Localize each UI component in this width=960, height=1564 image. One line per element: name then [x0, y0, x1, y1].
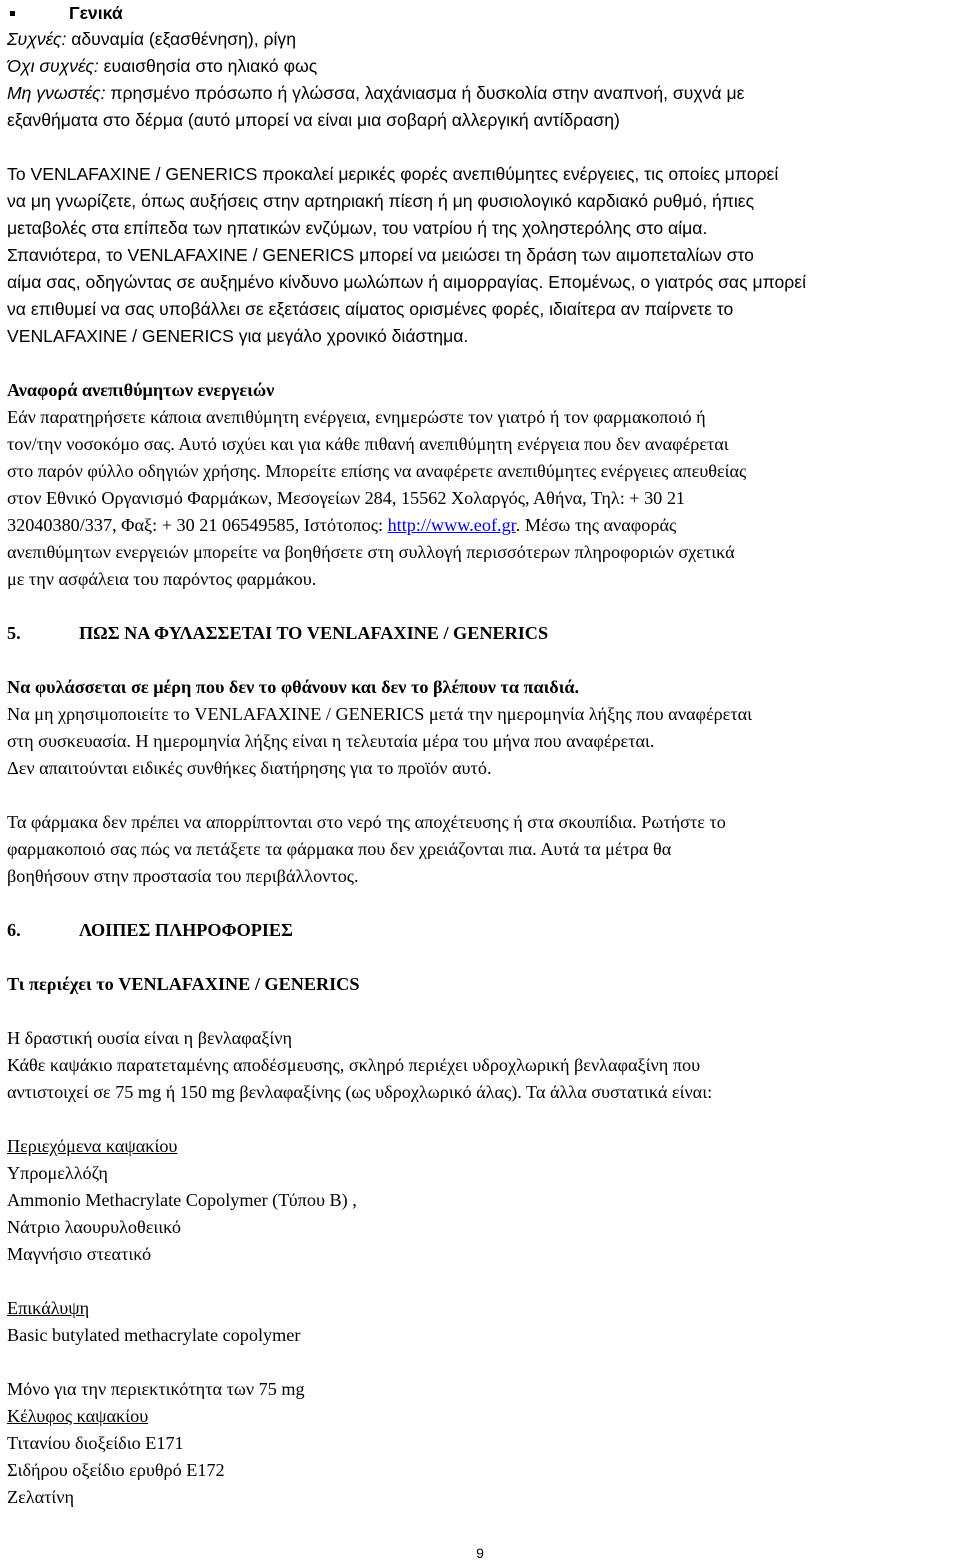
paragraph-line: βοηθήσουν στην προστασία του περιβάλλοντος.: [7, 866, 359, 886]
document-page: [7, 0, 957, 1511]
paragraph-line-with-link: 32040380/337, Φαξ: + 30 21 06549585, Ιστότοπος: http://www.eof.gr. Μέσω της αναφοράς: [7, 515, 677, 535]
reporting-heading: Αναφορά ανεπιθύμητων ενεργειών: [7, 380, 275, 400]
paragraph-line: ανεπιθύμητων ενεργειών μπορείτε να βοηθήσετε στη συλλογή περισσότερων πληροφοριών σχετικά: [7, 542, 735, 562]
paragraph-line: στον Εθνικό Οργανισμό Φαρμάκων, Μεσογείων 284, 15562 Χολαργός, Αθήνα, Τηλ: + 30 21: [7, 488, 686, 508]
bullet-icon: [10, 11, 15, 16]
capsule-contents-heading: Περιεχόμενα καψακίου: [7, 1136, 178, 1156]
paragraph-line: Κάθε καψάκιο παρατεταμένης αποδέσμευσης, σκληρό περιέχει υδροχλωρική βενλαφαξίνη που: [7, 1055, 701, 1075]
unknown-effects-cont: εξανθήματα στο δέρμα (αυτό μπορεί να είναι μια σοβαρή αλλεργική αντίδραση): [7, 110, 620, 130]
coating-heading: Επικάλυψη: [7, 1298, 90, 1318]
paragraph-line: να μη γνωρίζετε, όπως αυξήσεις στην αρτηριακή πίεση ή μη φυσιολογικό καρδιακό ρυθμό, ήπιες: [7, 191, 755, 211]
section-5-heading: 5. ΠΩΣ ΝΑ ΦΥΛΑΣΣΕΤΑΙ ΤΟ VENLAFAXINE / GENERICS: [7, 623, 549, 643]
paragraph-line: τον/την νοσοκόμο σας. Αυτό ισχύει και για κάθε πιθανή ανεπιθύμητη ενέργεια που δεν αναφέρεται: [7, 434, 729, 454]
ingredient-item: Ammonio Methacrylate Copolymer (Τύπου Β) ,: [7, 1190, 357, 1210]
paragraph-line: μεταβολές στα επίπεδα των ηπατικών ενζύμων, του νατρίου ή της χοληστερόλης στο αίμα.: [7, 218, 708, 238]
paragraph-line: Δεν απαιτούνται ειδικές συνθήκες διατήρησης για το προϊόν αυτό.: [7, 758, 492, 778]
ingredient-item: Μαγνήσιο στεατικό: [7, 1244, 152, 1264]
paragraph-line: Το VENLAFAXINE / GENERICS προκαλεί μερικές φορές ανεπιθύμητες ενέργειες, τις οποίες μπορεί: [7, 164, 779, 184]
ingredient-item: Υπρομελλόζη: [7, 1163, 108, 1183]
capsule-shell-heading: Κέλυφος καψακίου: [7, 1406, 149, 1426]
paragraph-line: Να μη χρησιμοποιείτε το VENLAFAXINE / GENERICS μετά την ημερομηνία λήξης που αναφέρεται: [7, 704, 753, 724]
common-effects: Συχνές: αδυναμία (εξασθένηση), ρίγη: [7, 29, 297, 49]
uncommon-effects: Όχι συχνές: ευαισθησία στο ηλιακό φως: [7, 56, 318, 76]
paragraph-line: φαρμακοποιό σας πώς να πετάξετε τα φάρμακα που δεν χρειάζονται πια. Αυτά τα μέτρα θα: [7, 839, 672, 859]
paragraph-line: να επιθυμεί να σας υποβάλλει σε εξετάσεις αίματος ορισμένες φορές, ιδιαίτερα αν παίρνετε το: [7, 299, 734, 319]
eof-website-link[interactable]: http://www.eof.gr: [387, 515, 516, 535]
paragraph-line: στο παρόν φύλλο οδηγιών χρήσης. Μπορείτε επίσης να αναφέρετε ανεπιθύμητες ενέργειες απευθείας: [7, 461, 747, 481]
paragraph-line: αντιστοιχεί σε 75 mg ή 150 mg βενλαφαξίνης (ως υδροχλωρικό άλας). Τα άλλα συστατικά είναι:: [7, 1082, 713, 1102]
paragraph-line: Εάν παρατηρήσετε κάποια ανεπιθύμητη ενέργεια, ενημερώστε τον γιατρό ή τον φαρμακοποιό ή: [7, 407, 706, 427]
paragraph-line: Σπανιότερα, το VENLAFAXINE / GENERICS μπορεί να μειώσει τη δράση των αιμοπεταλίων στο: [7, 245, 754, 265]
children-warning: Να φυλάσσεται σε μέρη που δεν το φθάνουν και δεν το βλέπουν τα παιδιά.: [7, 677, 580, 697]
unknown-effects: Μη γνωστές: πρησμένο πρόσωπο ή γλώσσα, λαχάνιασμα ή δυσκολία στην αναπνοή, συχνά με: [7, 83, 745, 103]
paragraph-line: Τα φάρμακα δεν πρέπει να απορρίπτονται στο νερό της αποχέτευσης ή στα σκουπίδια. Ρωτήστε το: [7, 812, 726, 832]
strength-note: Μόνο για την περιεκτικότητα των 75 mg: [7, 1379, 305, 1399]
general-heading: Γενικά: [69, 3, 123, 23]
ingredient-item: Basic butylated methacrylate copolymer: [7, 1325, 301, 1345]
section-6-heading: 6. ΛΟΙΠΕΣ ΠΛΗΡΟΦΟΡΙΕΣ: [7, 920, 293, 940]
ingredient-item: Σιδήρου οξείδιο ερυθρό Ε172: [7, 1460, 225, 1480]
ingredient-item: Ζελατίνη: [7, 1487, 75, 1507]
ingredient-item: Νάτριο λαουρυλοθειικό: [7, 1217, 182, 1237]
general-heading-row: [7, 0, 957, 26]
contents-subheading: Τι περιέχει το VENLAFAXINE / GENERICS: [7, 974, 360, 994]
ingredient-item: Τιτανίου διοξείδιο Ε171: [7, 1433, 184, 1453]
paragraph-line: με την ασφάλεια του παρόντος φαρμάκου.: [7, 569, 317, 589]
paragraph-line: αίμα σας, οδηγώντας σε αυξημένο κίνδυνο μωλώπων ή αιμορραγίας. Επομένως, ο γιατρός σας μπορεί: [7, 272, 807, 292]
paragraph-line: Η δραστική ουσία είναι η βενλαφαξίνη: [7, 1028, 292, 1048]
paragraph-line: VENLAFAXINE / GENERICS για μεγάλο χρονικό διάστημα.: [7, 326, 469, 346]
page-number: 9: [476, 1545, 484, 1561]
paragraph-line: στη συσκευασία. Η ημερομηνία λήξης είναι η τελευταία μέρα του μήνα που αναφέρεται.: [7, 731, 655, 751]
